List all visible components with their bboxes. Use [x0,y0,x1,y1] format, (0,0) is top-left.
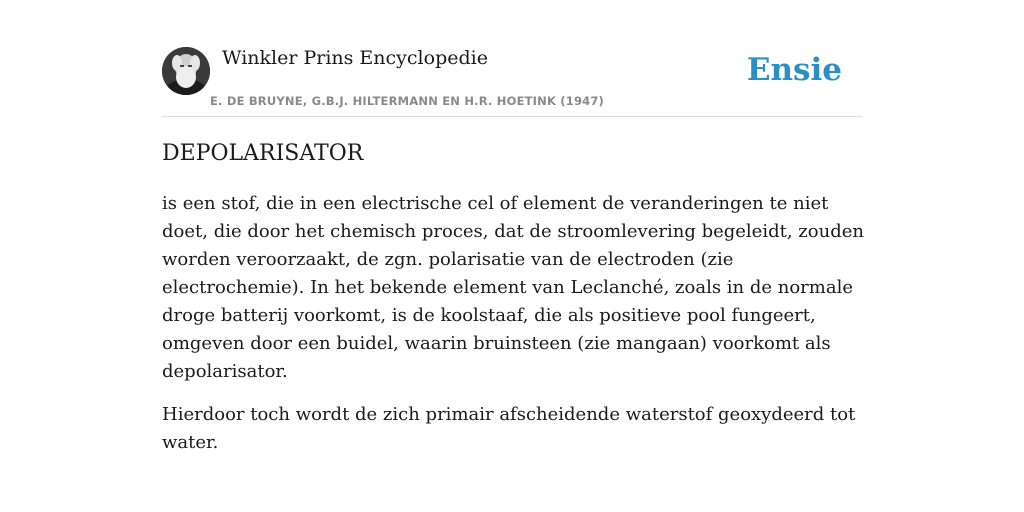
article [162,138,867,472]
source-authors: E. DE BRUYNE, G.B.J. HILTERMANN EN H.R. HOETINK (1947) [210,94,605,108]
ensie-logo[interactable]: Ensie [746,52,842,88]
article-term: DEPOLARISATOR [162,141,364,166]
source-header [162,44,862,117]
article-paragraph: is een stof, die in een electrische cel of element de veranderingen te niet doet, die door het chemisch proces, dat de stroomlevering begeleidt, zouden worden veroorzaakt, de zgn. polarisatie van de electroden (zie electrochemie). In het bekende element van Leclanché, zoals in de normale droge batterij voorkomt, is de koolstaaf, die als positieve pool fungeert, omgeven door een buidel, waarin bruinsteen (zie mangaan) voorkomt als depolarisator. [162,193,864,382]
portrait-avatar-icon[interactable] [162,47,210,95]
source-title[interactable]: Winkler Prins Encyclopedie [222,47,488,69]
article-paragraph: Hierdoor toch wordt de zich primair afscheidende waterstof geoxydeerd tot water. [162,404,856,453]
